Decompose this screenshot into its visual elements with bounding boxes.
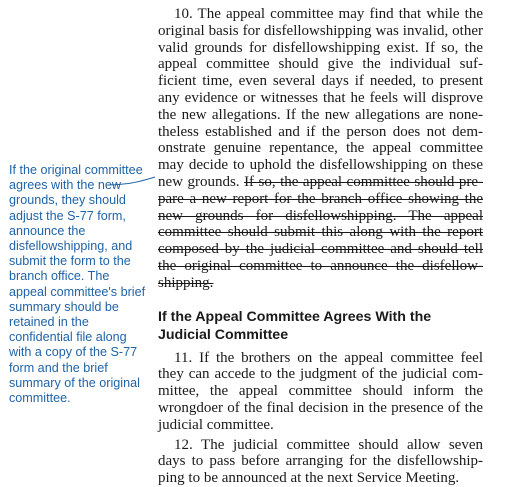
paragraph-10-struck-text: If so, the appeal committee should prepare a new report for the branch office showing the new grounds for disfellowshipping. The appeal committee should submit this along with the report composed by the judicial committee and should tell the original committee to announce the disfellowshipping. (158, 173, 484, 291)
section-heading: If the Appeal Committee Agrees With the Judicial Committee (158, 308, 432, 343)
paragraph-11: 11. If the brothers on the appeal committee feel they can accede to the judgment of the judicial committee, the appeal committee should inform the wrongdoer of the final decision in the presence of the judicial committee. (158, 349, 483, 433)
document-body (158, 6, 483, 487)
paragraph-10-text: 10. The appeal committee may find that while the original basis for disfellowshipping was invalid, other valid grounds for disfellowshipping exist. If so, the appeal committee should give the individual sufficient time, even several days if needed, to present any evidence or witnesses that he feels will disprove the new allegations. If the new allegations are nonetheless established and if the person does not demonstrate genuine repentance, the appeal committee may decide to uphold the disfellowshipping on these new grounds. (158, 6, 483, 190)
margin-annotation: If the original committee agrees with the new grounds, they should adjust the S-77 form, announce the disfellowshipping, and submit the form to the branch office. The appeal committee's brief summary should be retained in the confidential file along with a copy of the S-77 form and the brief summary of the original committee. (9, 163, 146, 406)
paragraph-12: 12. The judicial committee should allow seven days to pass before arranging for the disfellowshipping to be announced at the next Service Meeting. (158, 436, 483, 487)
paragraph-10 (158, 6, 483, 292)
